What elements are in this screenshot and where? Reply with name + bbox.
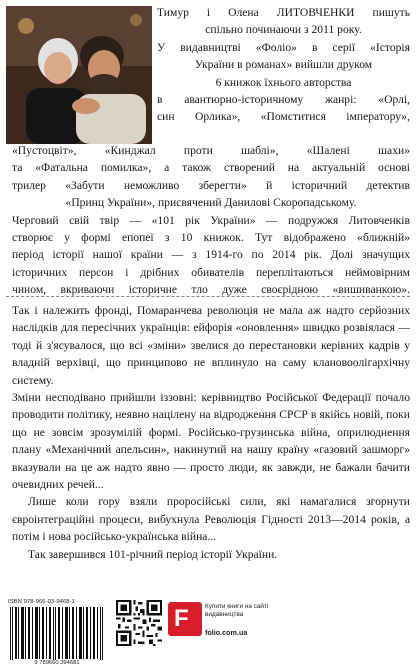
author-line: У видавництві «Фоліо» в серії «Історія	[157, 40, 410, 54]
section-divider	[6, 296, 410, 297]
bio-line: трилер «Забути неможливо зберегти» й історичний детектив	[12, 178, 410, 192]
barcode-icon	[8, 607, 106, 663]
author-bio	[157, 4, 410, 126]
author-line: син Орлика», «Помститися імператору»,	[157, 110, 410, 124]
author-line: в авантюрно-історичному жанрі: «Орлі,	[157, 93, 410, 107]
barcode-digits: 9 789660 394681	[8, 660, 106, 666]
author-line: України в романах» вийшли друком	[194, 58, 373, 72]
author-line: Тимур і Олена ЛИТОВЧЕНКИ пишуть	[157, 6, 410, 19]
author-line: спільно починаючи з 2011 року.	[205, 23, 362, 37]
description-paragraph: Так завершився 101-річний період історії України.	[28, 547, 278, 561]
author-bio-continuation	[12, 142, 410, 299]
bio-line: чином, вкриваючи історичне тло дуже своєрідною «вишиванкою».	[12, 283, 410, 297]
folio-logo-letter: F	[174, 605, 189, 632]
bio-line: Черговий свій твір — «101 рік України» — подружжя Литовченків	[12, 213, 410, 227]
bio-line: період історії нашої країни — з 1914-го по 2014 рік. Долі значущих	[12, 248, 410, 262]
author-line: 6 книжок їхнього авторства	[215, 75, 352, 89]
book-description	[12, 302, 410, 563]
author-photo	[6, 6, 152, 144]
bio-line: історичних персон і дрібних обивателів переплітаються неймовірним	[12, 265, 410, 279]
shop-promo-text: Купити книги на сайті видавництва	[205, 603, 269, 618]
description-paragraph: Зміни несподівано прийшли іззовні: керівництво Російської Федерації почало проводити політику, неявно націлену на відродження СРСР в якійсь новій, поки що не зовсім зрозумілій формі. Російсько-грузинська війна, оприлюднення плану «Механічний апельсин», накинутий на нашу країну «газовий зашморг» вказували на це аж надто явно — просто люди, як завжди, не бажали бачити очевидних речей...	[12, 391, 410, 492]
description-paragraph: Лише коли гору взяли проросійські сили, які намагалися згорнути євроінтеграційні процеси, вибухнула Революція Гідності 2013—2014 років, а потім і нова російсько-українська війна...	[12, 495, 410, 544]
publisher-website-link[interactable]: folio.com.ua	[205, 628, 248, 637]
bio-line: створює у формі епопеї з 10 книжок. Тут відображено «ближній»	[12, 231, 410, 245]
bio-line: «Пустоцвіт», «Кинджал проти шаблі», «Шалені шахи»	[12, 144, 410, 157]
qr-code-icon[interactable]	[116, 600, 162, 646]
description-paragraph: Так і належить фронді, Помаранчева революція не мала аж надто серйозних наслідків для пересічних українців: ейфорія «оновлення» швидко розвіялася — тоді й з'ясувалося, що всі «зміни» звелися до перестановки керівних кадрів у владній верхівці, що принципово не вплинуло на саму клановоолігархічну систему.	[12, 304, 410, 387]
isbn-label: ISBN 978-966-03-9468-1	[8, 599, 75, 605]
bio-line: та «Фатальна помилка», а також створений на актуальній основі	[12, 161, 410, 175]
folio-logo-icon	[168, 602, 202, 636]
bio-line: «Принц України», присвячений Данилові Скоропадському.	[65, 196, 357, 210]
